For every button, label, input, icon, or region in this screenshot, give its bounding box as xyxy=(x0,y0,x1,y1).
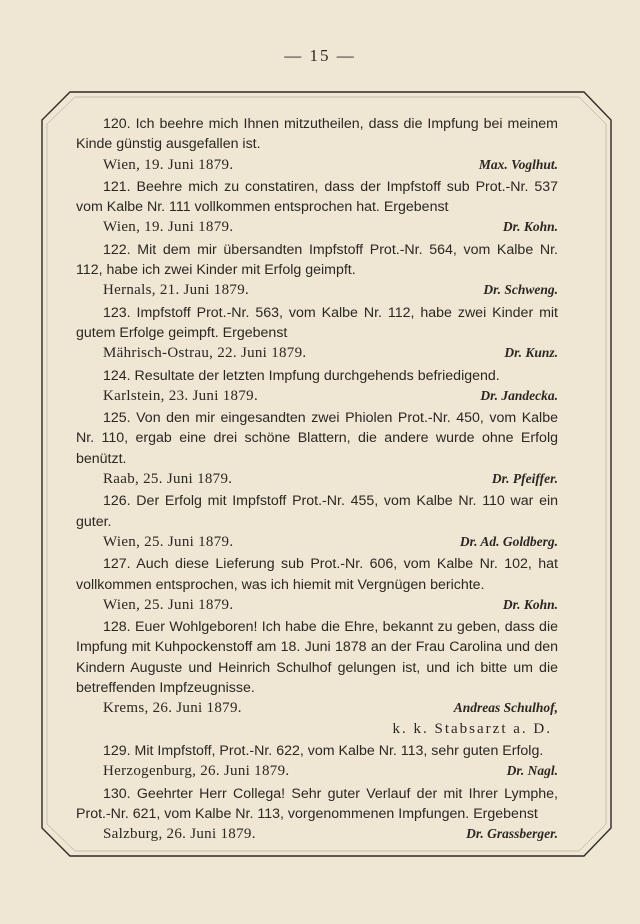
place-date: Wien, 25. Juni 1879. xyxy=(103,533,234,550)
place-date: Wien, 19. Juni 1879. xyxy=(103,219,234,236)
letter-entry xyxy=(76,177,558,238)
place-date: Raab, 25. Juni 1879. xyxy=(103,471,233,488)
letter-entry xyxy=(76,303,558,364)
signature-line xyxy=(76,155,558,175)
letter-entry xyxy=(76,554,558,615)
entry-text: 130. Geehrter Herr Collega! Sehr guter Verlauf der mit Ihrer Lymphe, Prot.-Nr. 621, vom Kalbe Nr. 113, vorgenommenen Impfungen. Ergebenst xyxy=(76,785,558,822)
signer-name: Dr. Kohn. xyxy=(502,219,558,235)
signer-name: Dr. Ad. Goldberg. xyxy=(459,533,558,549)
entry-text: 121. Beehre mich zu constatiren, dass der Impfstoff sub Prot.-Nr. 537 vom Kalbe Nr. 111 vollkommen entsprochen hat. Ergebenst xyxy=(76,178,558,216)
signer-title: k. k. Stabsarzt a. D. xyxy=(392,720,552,737)
page-number: — 15 — xyxy=(284,46,356,65)
place-date: Karlstein, 23. Juni 1879. xyxy=(103,387,258,404)
signer-name: Max. Voglhut. xyxy=(478,156,558,172)
letter-entry xyxy=(76,366,558,407)
place-date: Hernals, 21. Juni 1879. xyxy=(103,282,250,299)
signature-line xyxy=(76,595,558,615)
place-date: Wien, 19. Juni 1879. xyxy=(103,156,234,173)
entry-text: 126. Der Erfolg mit Impfstoff Prot.-Nr. 455, vom Kalbe Nr. 110 war ein guter. xyxy=(76,493,558,530)
signer-name: Dr. Jandecka. xyxy=(480,387,558,403)
signature-line xyxy=(76,761,558,781)
letter-entry xyxy=(76,240,558,301)
letter-entry xyxy=(76,617,558,739)
entry-text: 125. Von den mir eingesandten zwei Phiolen Prot.-Nr. 450, vom Kalbe Nr. 110, ergab eine drei schöne Blattern, die andere wurde ohne Erfolg benützt. xyxy=(76,410,558,467)
place-date: Mährisch-Ostrau, 22. Juni 1879. xyxy=(103,345,307,362)
signer-name: Andreas Schulhof, xyxy=(453,700,558,716)
signature-line xyxy=(76,824,558,844)
signer-name: Dr. Schweng. xyxy=(483,282,558,298)
place-date: Salzburg, 26. Juni 1879. xyxy=(103,826,256,843)
letters-list xyxy=(76,114,558,844)
entry-text: 129. Mit Impfstoff, Prot.-Nr. 622, vom Kalbe Nr. 113, sehr guten Erfolg. xyxy=(103,742,544,759)
entry-text: 120. Ich beehre mich Ihnen mitzutheilen, dass die Impfung bei meinem Kinde günstig ausgefallen ist. xyxy=(76,116,558,153)
signer-name: Dr. Pfeiffer. xyxy=(491,471,558,487)
signature-line xyxy=(76,386,558,406)
entry-text: 128. Euer Wohlgeboren! Ich habe die Ehre, bekannt zu geben, dass die Impfung mit Kuhpockenstoff am 18. Juni 1878 an der Frau Carolina und den Kindern Auguste und Heinrich Schulhof gelungen ist, und ich bitte um die betreffenden Impfzeugnisse. xyxy=(76,619,558,697)
signature-line xyxy=(76,469,558,489)
place-date: Herzogenburg, 26. Juni 1879. xyxy=(103,763,290,780)
signature-line xyxy=(76,532,558,552)
entry-text: 123. Impfstoff Prot.-Nr. 563, vom Kalbe Nr. 112, habe zwei Kinder mit gutem Erfolge geimpft. Ergebenst xyxy=(76,304,558,341)
signer-title-line xyxy=(76,719,558,739)
signature-line xyxy=(76,698,558,718)
signer-name: Dr. Nagl. xyxy=(506,763,558,779)
place-date: Krems, 26. Juni 1879. xyxy=(103,700,242,717)
signer-name: Dr. Kunz. xyxy=(504,345,558,361)
entry-text: 127. Auch diese Lieferung sub Prot.-Nr. 606, vom Kalbe Nr. 102, hat vollkommen entsprochen, was ich hiemit mit Vergnügen berichte. xyxy=(76,556,558,593)
letter-entry xyxy=(76,784,558,845)
signer-name: Dr. Grassberger. xyxy=(466,826,558,842)
letter-entry xyxy=(76,408,558,489)
signature-line xyxy=(76,217,558,237)
letter-entry xyxy=(76,741,558,782)
signature-line xyxy=(76,280,558,300)
signer-name: Dr. Kohn. xyxy=(502,596,558,612)
letter-entry xyxy=(76,114,558,175)
entry-text: 124. Resultate der letzten Impfung durchgehends befriedigend. xyxy=(103,367,500,384)
entry-text: 122. Mit dem mir übersandten Impfstoff Prot.-Nr. 564, vom Kalbe Nr. 112, habe ich zwei Kinder mit Erfolg geimpft. xyxy=(76,241,558,279)
letter-entry xyxy=(76,491,558,552)
place-date: Wien, 25. Juni 1879. xyxy=(103,596,234,613)
signature-line xyxy=(76,343,558,363)
